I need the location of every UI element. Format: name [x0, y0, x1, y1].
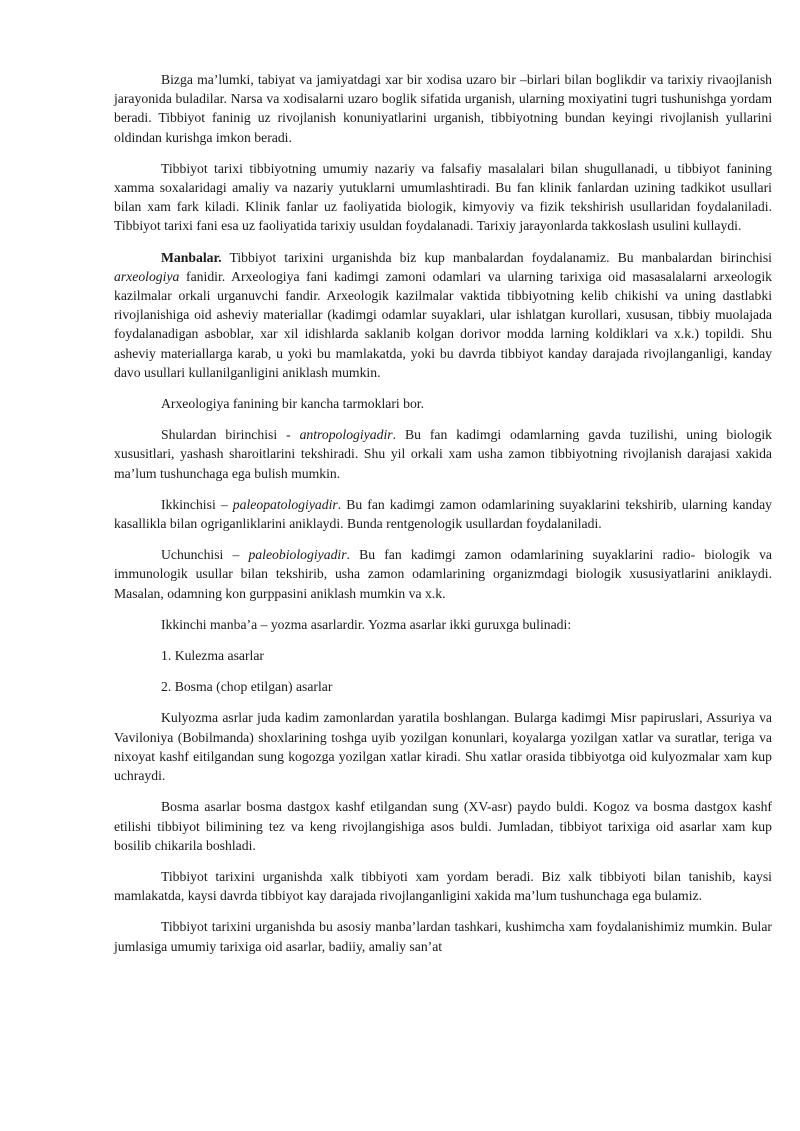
paragraph-text: Bizga ma’lumki, tabiyat va jamiyatdagi xar bir xodisa uzaro bir –birlari bilan boglikdir va tarixiy rivaojlanish jarayonida buladilar. Narsa va xodisalarni uzaro boglik sifatida urganish, ularning moxiyatini tugri tushunishga yordam beradi. Tibbiyot faninig uz rivojlanish konuniyatlarini urganish, tibbiyotning bundan keyingi rivojlanish yullarini oldindan kurishga imkon beradi.: [114, 72, 772, 145]
document-page: [114, 70, 772, 968]
section-heading: Manbalar.: [161, 249, 222, 265]
paragraph: [114, 159, 772, 236]
term-italic: arxeologiya: [114, 268, 180, 284]
paragraph-text: 1. Kulezma asarlar: [161, 648, 264, 664]
paragraph-text: 2. Bosma (chop etilgan) asarlar: [161, 679, 333, 695]
paragraph-text: Tibbiyot tarixi tibbiyotning umumiy nazariy va falsafiy masalalari bilan shugullanadi, u tibbiyot fanining xamma soxalaridagi amaliy va nazariy yutuklarni umumlashtiradi. Bu fan klinik fanlardan uzining tadkikot usullari bilan xam fark kiladi. Klinik fanlar uz faoliyatida biologik, kimyoviy va fizik tekshirish usullaridan foydalaniladi. Tibbiyot tarixi fani esa uz faoliyatida tarixiy usuldan foydalanadi. Tarixiy jarayonlarda takkoslash usulini kullaydi.: [114, 160, 772, 234]
paragraph-text: Uchunchisi –: [161, 547, 249, 563]
paragraph-text: Shulardan birinchisi -: [161, 427, 300, 443]
paragraph-text: Kulyozma asrlar juda kadim zamonlardan yaratila boshlangan. Bularga kadimgi Misr papiruslari, Assuriya va Vaviloniya (Bobilmanda) shoxlarining toshga uyib yozilgan konunlari, koyalarga yozilgan xatlar va suratlar, teriga va nixoyat kashf eitilgandan sung kogozga yozilgan xatlar kiradi. Shu xatlar orasida tibbiyotga oid kulyozmalar xam kup uchraydi.: [114, 710, 772, 784]
paragraph-text: Ikkinchisi –: [161, 496, 233, 512]
paragraph: [114, 708, 772, 785]
paragraph: [114, 867, 772, 905]
paragraph-text: Tibbiyot tarixini urganishda xalk tibbiyoti xam yordam beradi. Biz xalk tibbiyoti bilan tanishib, kaysi mamlakatda, kaysi davrda tibbiyot kay darajada rivojlanganligini xakida ma’lum tushunchaga ega bulamiz.: [114, 868, 772, 904]
term-italic: paleobiologiyadir: [248, 547, 347, 563]
paragraph: [114, 646, 772, 665]
paragraph: [114, 615, 772, 634]
paragraph: [114, 545, 772, 603]
paragraph-text: Bosma asarlar bosma dastgox kashf etilgandan sung (XV-asr) paydo buldi. Kogoz va bosma dastgox kashf etilishi tibbiyot bilimining tez va keng rivojlangishiga asos buldi. Jumladan, tibbiyot tarixiga oid asarlar xam kup bosilib chikarila boshladi.: [114, 799, 772, 853]
paragraph: [114, 70, 772, 147]
paragraph-text: . Bu fan kadimgi odamlarning gavda tuzilishi, uning biologik xususitlari, yashash sharoitlarini tekshiradi. Shu yil orkali xam usha zamon tibbiyotning rivojlanish darajasi xakida ma’lum tushunchaga ega bulish mumkin.: [114, 427, 772, 481]
paragraph: [114, 495, 772, 533]
paragraph-text: Arxeologiya fanining bir kancha tarmoklari bor.: [161, 396, 425, 412]
paragraph: [114, 425, 772, 483]
paragraph-text: Ikkinchi manba’a – yozma asarlardir. Yozma asarlar ikki guruxga bulinadi:: [161, 616, 572, 632]
paragraph: [114, 394, 772, 413]
paragraph-text: Tibbiyot tarixini urganishda biz kup manbalardan foydalanamiz. Bu manbalardan birinchisi: [221, 249, 772, 265]
paragraph: [114, 248, 772, 382]
term-italic: antropologiyadir: [299, 427, 393, 443]
paragraph-text: fanidir. Arxeologiya fani kadimgi zamoni odamlari va ularning tarixiga oid masasalalarni arxeologik kazilmalar orkali urganuvchi fandir. Arxeologik kazilmalar vaktida tibbiyotning kelib chikishi va uning dastlabki rivojlanishiga oid asheviy materiallar (kadimgi odamlar suyaklari, ular ishlatgan kurollari, xususan, tibbiy muolajada foydalanadigan asboblar, xar xil idishlarda saklanib kolgan dorivor modda larning koldiklari va x.k.) topildi. Shu asheviy materiallarga karab, u yoki bu mamlakatda, yoki bu davrda tibbiyot kanday darajada rivojlanganligi, kanday davo usullari kullanilganligini aniklash mumkin.: [114, 268, 772, 380]
paragraph: [114, 917, 772, 955]
paragraph: [114, 797, 772, 855]
paragraph-text: Tibbiyot tarixini urganishda bu asosiy manba’lardan tashkari, kushimcha xam foydalanishimiz mumkin. Bular jumlasiga umumiy tarixiga oid asarlar, badiiy, amaliy san’at: [114, 919, 772, 954]
term-italic: paleopatologiyadir: [232, 496, 338, 512]
paragraph: [114, 677, 772, 696]
paragraph-text: . Bu fan kadimgi zamon odamlarining suyaklarini radio- biologik va immunologik usullar bilan tekshirib, usha zamon odamlarining organizmdagi biologik xususiyatlarini aniklaydi. Masalan, odamning kon gurppasini aniklash mumkin va x.k.: [114, 547, 772, 601]
paragraph-text: . Bu fan kadimgi zamon odamlarining suyaklarini tekshirib, ularning kanday kasallikla bilan ogriganliklarini aniklaydi. Bunda rentgenologik usullardan foydalaniladi.: [114, 496, 773, 532]
